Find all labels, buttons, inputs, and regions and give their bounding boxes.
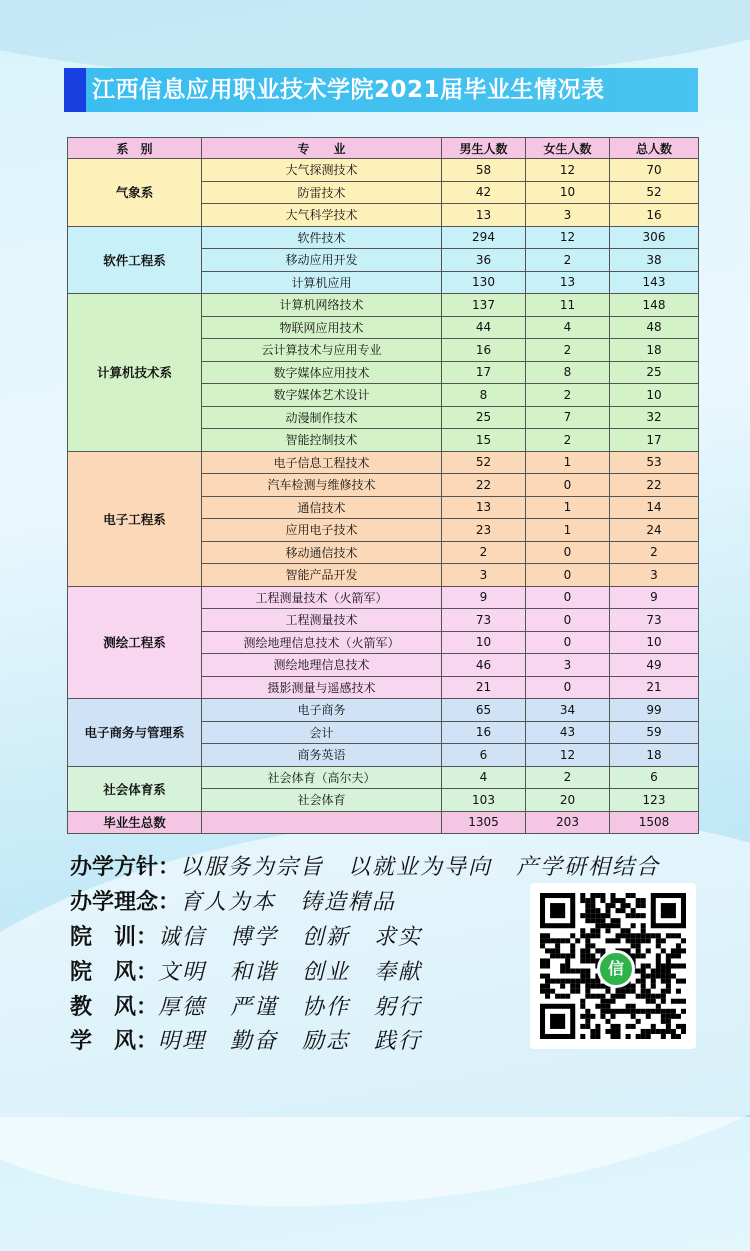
header-total: 总人数 xyxy=(610,138,699,159)
female-cell: 2 xyxy=(526,429,610,452)
female-cell: 11 xyxy=(526,294,610,317)
graduates-table xyxy=(67,137,699,834)
dept-cell: 计算机技术系 xyxy=(68,294,202,452)
major-cell: 计算机应用 xyxy=(202,271,442,294)
total-cell: 24 xyxy=(610,519,699,542)
motto-value: 以服务为宗旨 以就业为导向 产学研相结合 xyxy=(180,855,661,880)
male-cell: 137 xyxy=(442,294,526,317)
male-cell: 8 xyxy=(442,384,526,407)
total-cell: 21 xyxy=(610,676,699,699)
male-cell: 73 xyxy=(442,609,526,632)
total-cell: 17 xyxy=(610,429,699,452)
major-cell: 大气探测技术 xyxy=(202,159,442,182)
motto-label: 教 风： xyxy=(70,995,159,1020)
male-cell: 103 xyxy=(442,789,526,812)
header-major: 专 业 xyxy=(202,138,442,159)
total-cell: 2 xyxy=(610,541,699,564)
motto-label: 院 风： xyxy=(70,960,159,985)
totals-male: 1305 xyxy=(442,811,526,834)
male-cell: 21 xyxy=(442,676,526,699)
major-cell: 工程测量技术 xyxy=(202,609,442,632)
male-cell: 4 xyxy=(442,766,526,789)
major-cell: 大气科学技术 xyxy=(202,204,442,227)
major-cell: 工程测量技术（火箭军） xyxy=(202,586,442,609)
female-cell: 12 xyxy=(526,744,610,767)
major-cell: 应用电子技术 xyxy=(202,519,442,542)
total-cell: 10 xyxy=(610,384,699,407)
major-cell: 摄影测量与遥感技术 xyxy=(202,676,442,699)
table-row xyxy=(68,766,699,789)
total-cell: 16 xyxy=(610,204,699,227)
total-cell: 306 xyxy=(610,226,699,249)
total-cell: 52 xyxy=(610,181,699,204)
total-cell: 99 xyxy=(610,699,699,722)
female-cell: 3 xyxy=(526,204,610,227)
male-cell: 9 xyxy=(442,586,526,609)
motto-value: 厚德 严谨 协作 躬行 xyxy=(158,995,423,1020)
motto-line xyxy=(70,850,710,881)
major-cell: 汽车检测与维修技术 xyxy=(202,474,442,497)
total-cell: 53 xyxy=(610,451,699,474)
female-cell: 0 xyxy=(526,631,610,654)
page-title: 江西信息应用职业技术学院2021届毕业生情况表 xyxy=(92,77,605,103)
female-cell: 4 xyxy=(526,316,610,339)
total-cell: 6 xyxy=(610,766,699,789)
female-cell: 0 xyxy=(526,609,610,632)
motto-label: 办学理念： xyxy=(70,890,181,915)
female-cell: 2 xyxy=(526,384,610,407)
table-row xyxy=(68,451,699,474)
total-cell: 49 xyxy=(610,654,699,677)
table-body xyxy=(68,159,699,834)
major-cell: 智能产品开发 xyxy=(202,564,442,587)
major-cell: 动漫制作技术 xyxy=(202,406,442,429)
female-cell: 0 xyxy=(526,676,610,699)
total-cell: 10 xyxy=(610,631,699,654)
header-female: 女生人数 xyxy=(526,138,610,159)
table-header-row xyxy=(68,138,699,159)
dept-cell: 电子工程系 xyxy=(68,451,202,586)
motto-label: 学 风： xyxy=(70,1029,159,1054)
qr-logo: 信 xyxy=(597,950,635,988)
male-cell: 2 xyxy=(442,541,526,564)
major-cell: 物联网应用技术 xyxy=(202,316,442,339)
major-cell: 数字媒体应用技术 xyxy=(202,361,442,384)
total-cell: 9 xyxy=(610,586,699,609)
female-cell: 13 xyxy=(526,271,610,294)
motto-value: 明理 勤奋 励志 践行 xyxy=(158,1029,423,1054)
major-cell: 社会体育（高尔夫） xyxy=(202,766,442,789)
title-accent-block xyxy=(64,68,86,112)
table-row xyxy=(68,294,699,317)
total-cell: 18 xyxy=(610,744,699,767)
dept-cell: 社会体育系 xyxy=(68,766,202,811)
male-cell: 46 xyxy=(442,654,526,677)
motto-value: 育人为本 铸造精品 xyxy=(180,890,397,915)
header-male: 男生人数 xyxy=(442,138,526,159)
major-cell: 软件技术 xyxy=(202,226,442,249)
table-row xyxy=(68,159,699,182)
major-cell: 电子商务 xyxy=(202,699,442,722)
female-cell: 1 xyxy=(526,496,610,519)
female-cell: 2 xyxy=(526,339,610,362)
major-cell: 移动通信技术 xyxy=(202,541,442,564)
male-cell: 130 xyxy=(442,271,526,294)
total-cell: 3 xyxy=(610,564,699,587)
female-cell: 1 xyxy=(526,451,610,474)
female-cell: 1 xyxy=(526,519,610,542)
major-cell: 云计算技术与应用专业 xyxy=(202,339,442,362)
total-cell: 59 xyxy=(610,721,699,744)
major-cell: 商务英语 xyxy=(202,744,442,767)
male-cell: 6 xyxy=(442,744,526,767)
female-cell: 0 xyxy=(526,564,610,587)
male-cell: 10 xyxy=(442,631,526,654)
major-cell: 移动应用开发 xyxy=(202,249,442,272)
major-cell: 智能控制技术 xyxy=(202,429,442,452)
male-cell: 3 xyxy=(442,564,526,587)
total-cell: 22 xyxy=(610,474,699,497)
header-dept: 系 别 xyxy=(68,138,202,159)
totals-blank-cell xyxy=(202,811,442,834)
total-cell: 73 xyxy=(610,609,699,632)
total-cell: 143 xyxy=(610,271,699,294)
male-cell: 15 xyxy=(442,429,526,452)
total-cell: 70 xyxy=(610,159,699,182)
totals-total: 1508 xyxy=(610,811,699,834)
major-cell: 防雷技术 xyxy=(202,181,442,204)
male-cell: 36 xyxy=(442,249,526,272)
female-cell: 0 xyxy=(526,474,610,497)
major-cell: 测绘地理信息技术（火箭军） xyxy=(202,631,442,654)
total-cell: 14 xyxy=(610,496,699,519)
male-cell: 58 xyxy=(442,159,526,182)
motto-value: 诚信 博学 创新 求实 xyxy=(158,925,423,950)
male-cell: 13 xyxy=(442,204,526,227)
male-cell: 16 xyxy=(442,721,526,744)
motto-label: 院 训： xyxy=(70,925,159,950)
male-cell: 52 xyxy=(442,451,526,474)
table-row xyxy=(68,226,699,249)
major-cell: 会计 xyxy=(202,721,442,744)
totals-female: 203 xyxy=(526,811,610,834)
major-cell: 电子信息工程技术 xyxy=(202,451,442,474)
dept-cell: 电子商务与管理系 xyxy=(68,699,202,767)
qr-code-panel xyxy=(530,883,696,1049)
female-cell: 0 xyxy=(526,541,610,564)
totals-label: 毕业生总数 xyxy=(68,811,202,834)
male-cell: 17 xyxy=(442,361,526,384)
male-cell: 42 xyxy=(442,181,526,204)
table-row xyxy=(68,586,699,609)
dept-cell: 测绘工程系 xyxy=(68,586,202,699)
male-cell: 22 xyxy=(442,474,526,497)
female-cell: 0 xyxy=(526,586,610,609)
motto-value: 文明 和谐 创业 奉献 xyxy=(158,960,423,985)
total-cell: 25 xyxy=(610,361,699,384)
totals-row xyxy=(68,811,699,834)
total-cell: 48 xyxy=(610,316,699,339)
female-cell: 3 xyxy=(526,654,610,677)
female-cell: 34 xyxy=(526,699,610,722)
total-cell: 148 xyxy=(610,294,699,317)
female-cell: 43 xyxy=(526,721,610,744)
female-cell: 2 xyxy=(526,766,610,789)
male-cell: 25 xyxy=(442,406,526,429)
total-cell: 18 xyxy=(610,339,699,362)
motto-label: 办学方针： xyxy=(70,855,181,880)
female-cell: 2 xyxy=(526,249,610,272)
female-cell: 20 xyxy=(526,789,610,812)
male-cell: 65 xyxy=(442,699,526,722)
male-cell: 13 xyxy=(442,496,526,519)
female-cell: 12 xyxy=(526,159,610,182)
total-cell: 32 xyxy=(610,406,699,429)
female-cell: 8 xyxy=(526,361,610,384)
major-cell: 数字媒体艺术设计 xyxy=(202,384,442,407)
major-cell: 通信技术 xyxy=(202,496,442,519)
major-cell: 测绘地理信息技术 xyxy=(202,654,442,677)
dept-cell: 气象系 xyxy=(68,159,202,227)
female-cell: 7 xyxy=(526,406,610,429)
female-cell: 12 xyxy=(526,226,610,249)
male-cell: 294 xyxy=(442,226,526,249)
male-cell: 16 xyxy=(442,339,526,362)
male-cell: 23 xyxy=(442,519,526,542)
major-cell: 社会体育 xyxy=(202,789,442,812)
total-cell: 38 xyxy=(610,249,699,272)
dept-cell: 软件工程系 xyxy=(68,226,202,294)
table-row xyxy=(68,699,699,722)
male-cell: 44 xyxy=(442,316,526,339)
total-cell: 123 xyxy=(610,789,699,812)
major-cell: 计算机网络技术 xyxy=(202,294,442,317)
female-cell: 10 xyxy=(526,181,610,204)
